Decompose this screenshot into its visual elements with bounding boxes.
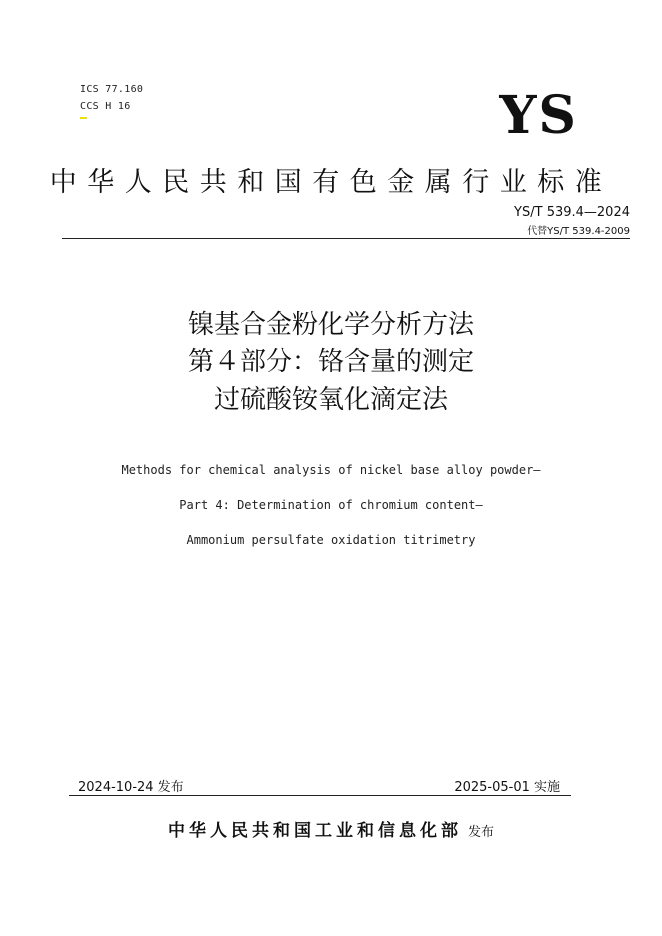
- chinese-title-line-3: 过硫酸铵氧化滴定法: [213, 385, 448, 415]
- ics-code: ICS 77.160: [80, 84, 144, 95]
- top-divider: [62, 238, 630, 239]
- ccs-code: CCS H 16: [80, 101, 131, 112]
- english-title-line-2: Part 4: Determination of chromium content—: [179, 498, 483, 512]
- ys-logo: YS: [499, 85, 578, 146]
- chinese-title-line-2: 第４部分：铬含量的测定: [187, 347, 474, 377]
- yellow-marker: [80, 117, 87, 119]
- standard-number: YS/T 539.4—2024: [514, 205, 630, 220]
- bottom-divider: [69, 795, 571, 796]
- standard-category: 中华人民共和国有色金属行业标准: [49, 167, 613, 198]
- english-title-line-3: Ammonium persulfate oxidation titrimetry: [186, 533, 476, 547]
- english-title-line-1: Methods for chemical analysis of nickel base alloy powder—: [121, 463, 541, 477]
- implementation-date: 2025-05-01 实施: [454, 780, 560, 795]
- issue-date: 2024-10-24 发布: [78, 780, 184, 795]
- publisher-action: 发布: [467, 825, 494, 840]
- publisher-org: 中华人民共和国工业和信息化部: [167, 821, 462, 841]
- chinese-title-line-1: 镍基合金粉化学分析方法: [187, 310, 474, 340]
- replaces-standard: 代替YS/T 539.4-2009: [527, 226, 630, 237]
- publisher-line: [0, 816, 662, 841]
